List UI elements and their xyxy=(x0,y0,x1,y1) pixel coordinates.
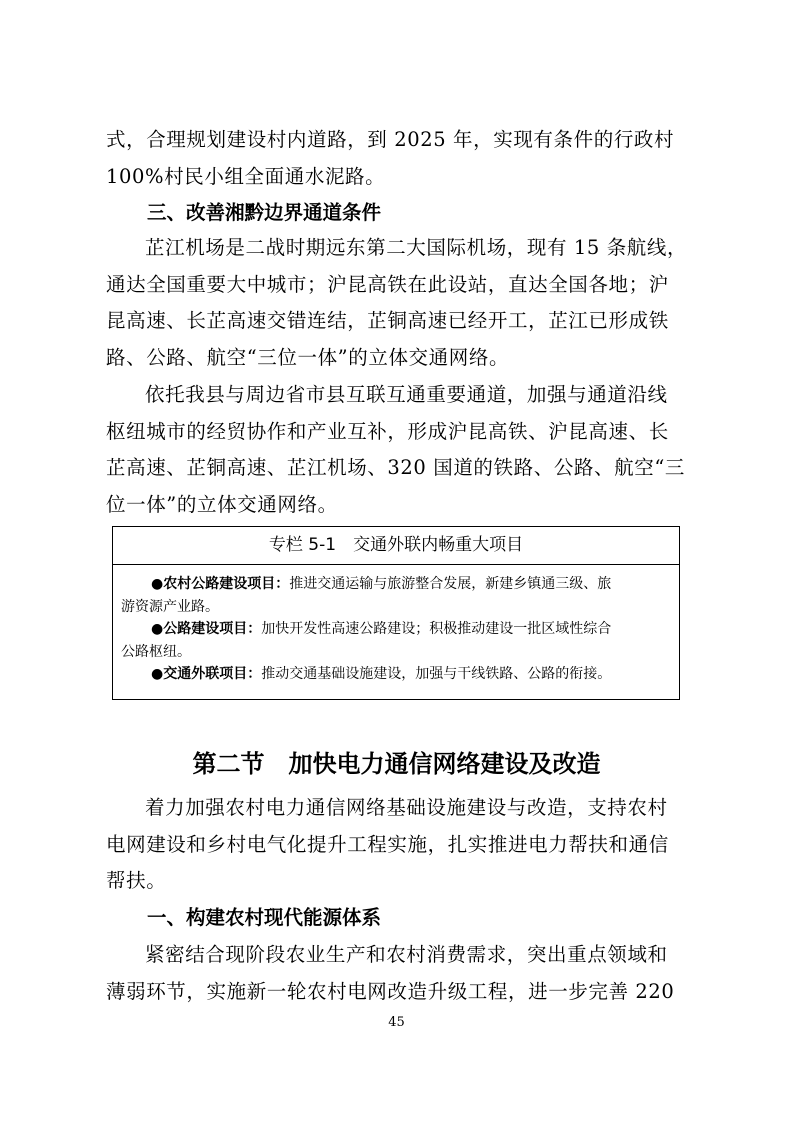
bullet-icon: ● xyxy=(151,666,164,682)
section-3-paragraph-2 xyxy=(106,377,692,523)
text-line: 芷江机场是二战时期远东第二大国际机场，现有 15 条航线， xyxy=(145,236,688,259)
column-item xyxy=(121,618,673,641)
text-line: 薄弱环节，实施新一轮农村电网改造升级工程，进一步完善 220 xyxy=(106,979,675,1003)
column-item-label: 交通外联项目： xyxy=(163,666,262,682)
text-line: 枢纽城市的经贸协作和产业互补，形成沪昆高铁、沪昆高速、长 xyxy=(106,419,669,443)
text-line: 帮扶。 xyxy=(106,869,167,892)
column-item-label: 农村公路建设项目： xyxy=(163,576,290,592)
column-box-title: 专栏 5-1 交通外联内畅重大项目 xyxy=(113,527,679,565)
text-line: 电网建设和乡村电气化提升工程实施，扎实推进电力帮扶和通信 xyxy=(106,832,669,856)
subsection-1-heading: 一、构建农村现代能源体系 xyxy=(147,906,382,929)
text-line: 式，合理规划建设村内道路，到 2025 年，实现有条件的行政村 xyxy=(106,128,675,151)
section-3-heading: 三、改善湘黔边界通道条件 xyxy=(147,201,382,224)
text-line: 路、公路、航空“三位一体”的立体交通网络。 xyxy=(106,345,510,369)
column-item xyxy=(121,573,673,596)
text-line: 芷高速、芷铜高速、芷江机场、320 国道的铁路、公路、航空“三 xyxy=(106,456,685,479)
column-item-text: 推动交通基础设施建设，加强与干线铁路、公路的衔接。 xyxy=(261,666,612,682)
bullet-icon: ● xyxy=(151,621,164,637)
column-item-continuation: 公路枢纽。 xyxy=(121,643,191,660)
column-item-continuation: 游资源产业路。 xyxy=(121,598,219,615)
column-box xyxy=(112,526,680,700)
section-paragraph xyxy=(106,790,692,900)
column-item xyxy=(121,663,673,686)
text-line: 依托我县与周边省市县互联互通重要通道，加强与通道沿线 xyxy=(145,383,668,406)
section-3-paragraph-1 xyxy=(106,230,692,376)
column-item-label: 公路建设项目： xyxy=(163,621,262,637)
column-item-text: 推进交通运输与旅游整合发展，新建乡镇通三级、旅 xyxy=(289,576,612,592)
section-heading: 第二节 加快电力通信网络建设及改造 xyxy=(192,750,601,778)
column-item-text: 加快开发性高速公路建设；积极推动建设一批区域性综合 xyxy=(261,621,612,637)
text-line: 着力加强农村电力通信网络基础设施建设与改造，支持农村 xyxy=(145,796,668,819)
page-number: 45 xyxy=(388,1015,405,1030)
text-line: 昆高速、长芷高速交错连结，芷铜高速已经开工，芷江已形成铁 xyxy=(106,309,669,332)
text-line: 通达全国重要大中城市；沪昆高铁在此设站，直达全国各地；沪 xyxy=(106,272,669,296)
text-line: 位一体”的立体交通网络。 xyxy=(106,492,338,516)
text-line: 100%村民小组全面通水泥路。 xyxy=(106,164,386,188)
text-line: 紧密结合现阶段农业生产和农村消费需求，突出重点领域和 xyxy=(145,943,668,966)
column-box-body xyxy=(113,565,679,686)
bullet-icon: ● xyxy=(151,576,164,592)
intro-paragraph xyxy=(106,122,692,195)
subsection-1-paragraph xyxy=(106,937,692,1010)
